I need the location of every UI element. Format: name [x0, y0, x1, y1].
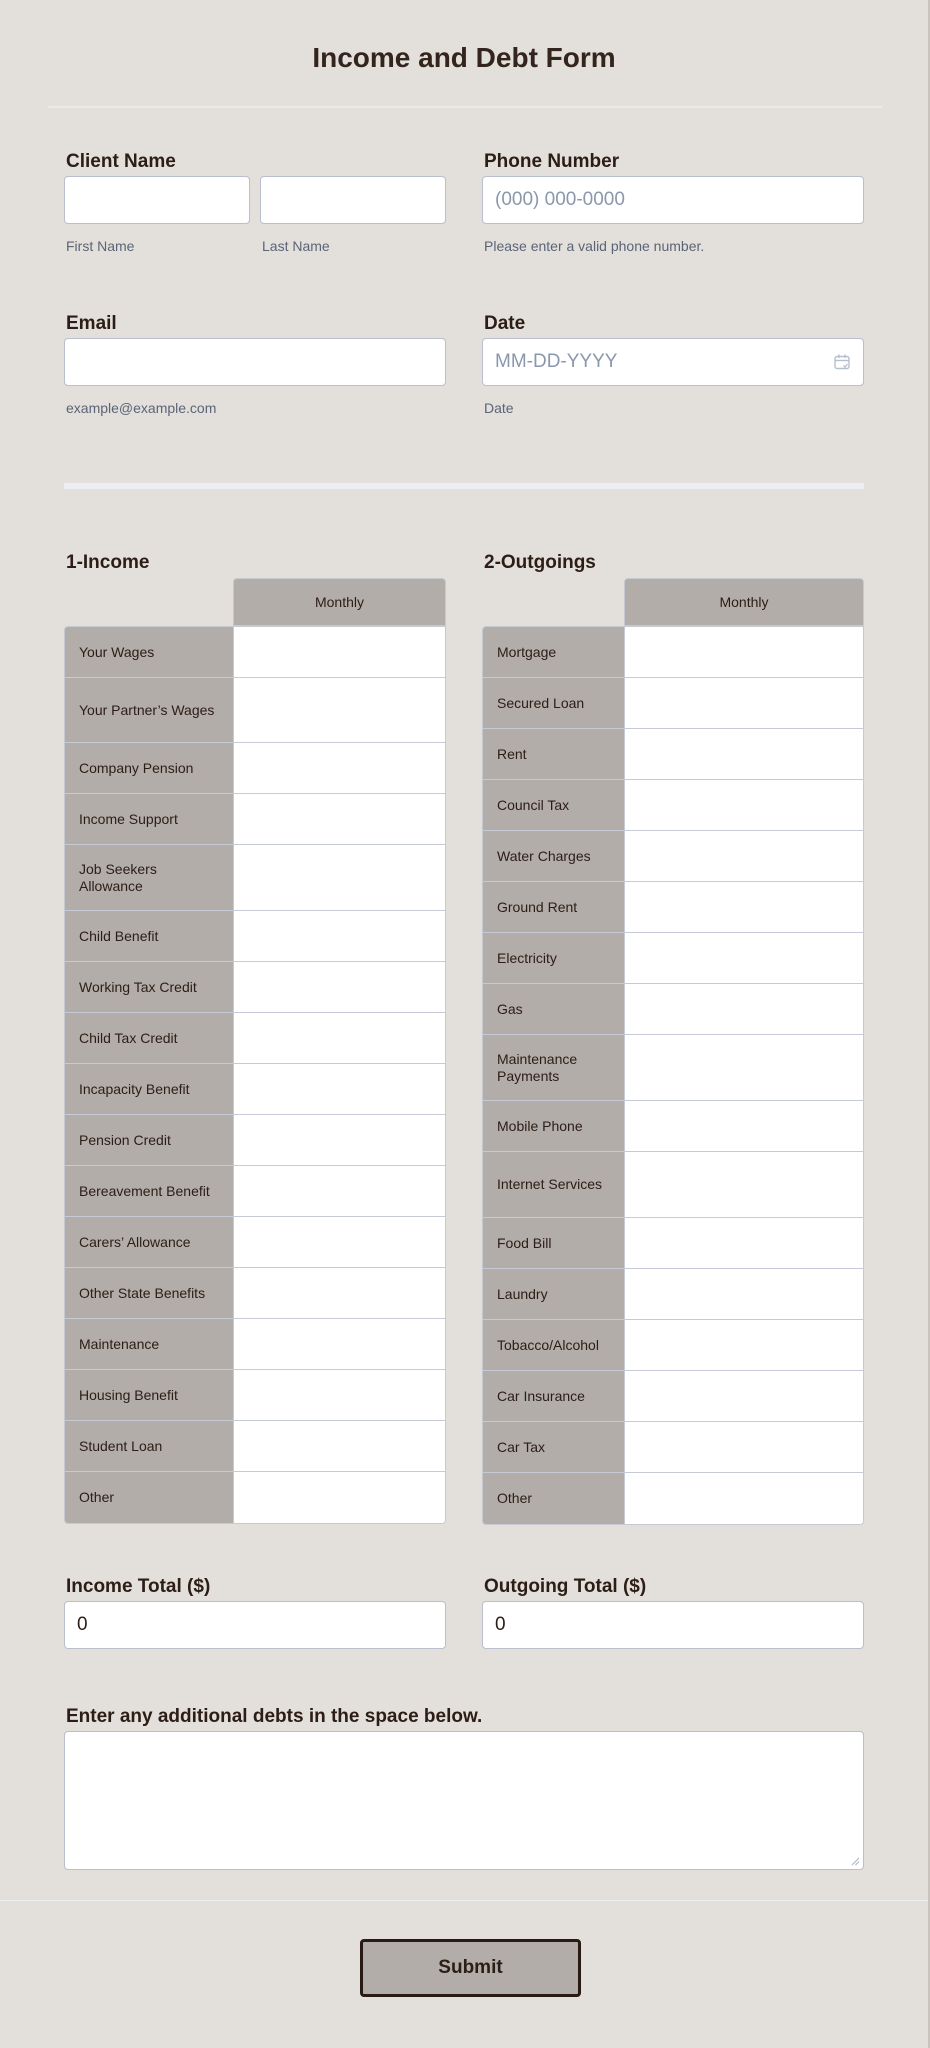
outgoings-table-row: [483, 1422, 863, 1473]
income-row-cell: [234, 1421, 445, 1471]
income-monthly-input[interactable]: [234, 1421, 445, 1471]
outgoings-row-label: Mobile Phone: [483, 1101, 625, 1151]
outgoings-row-label: Car Insurance: [483, 1371, 625, 1421]
income-row-cell: [234, 1217, 445, 1267]
additional-debts-textarea[interactable]: [64, 1731, 864, 1870]
outgoings-monthly-input[interactable]: [625, 831, 863, 881]
outgoings-row-cell: [625, 1101, 863, 1151]
outgoings-table-row: [483, 1101, 863, 1152]
outgoings-table-row: [483, 627, 863, 678]
outgoings-monthly-input[interactable]: [625, 678, 863, 728]
outgoings-monthly-input[interactable]: [625, 984, 863, 1034]
email-input[interactable]: [64, 338, 446, 386]
income-row-cell: [234, 1115, 445, 1165]
income-row-cell: [234, 1268, 445, 1318]
income-table-row: [65, 1319, 445, 1370]
income-row-label: Bereavement Benefit: [65, 1166, 234, 1216]
income-table-row: [65, 1013, 445, 1064]
income-row-cell: [234, 678, 445, 742]
outgoings-table-row: [483, 678, 863, 729]
outgoings-section-label: 2-Outgoings: [484, 552, 596, 573]
income-table-row: [65, 1115, 445, 1166]
footer-divider: [0, 1900, 928, 1901]
submit-button[interactable]: Submit: [360, 1939, 581, 1997]
income-table-row: [65, 845, 445, 911]
outgoings-monthly-input[interactable]: [625, 780, 863, 830]
email-label: Email: [66, 313, 117, 334]
outgoings-row-cell: [625, 933, 863, 983]
income-monthly-input[interactable]: [234, 1370, 445, 1420]
outgoings-monthly-input[interactable]: [625, 933, 863, 983]
outgoings-row-cell: [625, 1422, 863, 1472]
outgoings-table-row: [483, 933, 863, 984]
income-row-cell: [234, 962, 445, 1012]
income-row-cell: [234, 911, 445, 961]
income-monthly-input[interactable]: [234, 911, 445, 961]
income-monthly-input[interactable]: [234, 1013, 445, 1063]
outgoings-rows: [482, 626, 864, 1525]
first-name-sublabel: First Name: [66, 238, 135, 254]
outgoings-row-label: Food Bill: [483, 1218, 625, 1268]
outgoings-monthly-input[interactable]: [625, 729, 863, 779]
date-input[interactable]: [482, 338, 864, 386]
income-row-cell: [234, 794, 445, 844]
client-name-label: Client Name: [66, 151, 176, 172]
outgoings-table-row: [483, 831, 863, 882]
outgoing-total-input[interactable]: [482, 1601, 864, 1649]
outgoings-table-row: [483, 984, 863, 1035]
income-row-label: Maintenance: [65, 1319, 234, 1369]
phone-sublabel: Please enter a valid phone number.: [484, 238, 705, 254]
outgoings-row-label: Internet Services: [483, 1152, 625, 1217]
outgoings-row-cell: [625, 627, 863, 677]
income-total-input[interactable]: [64, 1601, 446, 1649]
outgoings-row-cell: [625, 678, 863, 728]
income-table-row: [65, 1064, 445, 1115]
income-row-label: Incapacity Benefit: [65, 1064, 234, 1114]
income-row-label: Working Tax Credit: [65, 962, 234, 1012]
income-row-label: Student Loan: [65, 1421, 234, 1471]
outgoings-row-label: Secured Loan: [483, 678, 625, 728]
outgoings-row-cell: [625, 984, 863, 1034]
phone-label: Phone Number: [484, 151, 620, 172]
income-table-row: [65, 1472, 445, 1523]
outgoings-monthly-input[interactable]: [625, 1422, 863, 1472]
outgoings-row-label: Water Charges: [483, 831, 625, 881]
outgoings-column-header: Monthly: [624, 578, 864, 626]
income-row-cell: [234, 1319, 445, 1369]
title-divider: [48, 106, 882, 108]
income-row-cell: [234, 1013, 445, 1063]
income-table-row: [65, 962, 445, 1013]
income-row-cell: [234, 1166, 445, 1216]
income-table-row: [65, 743, 445, 794]
outgoings-row-label: Rent: [483, 729, 625, 779]
income-row-label: Other: [65, 1472, 234, 1523]
last-name-input[interactable]: [260, 176, 446, 224]
income-monthly-input[interactable]: [234, 1319, 445, 1369]
income-table-row: [65, 911, 445, 962]
outgoings-row-label: Maintenance Payments: [483, 1035, 625, 1100]
outgoings-monthly-input[interactable]: [625, 1218, 863, 1268]
outgoings-table-row: [483, 1035, 863, 1101]
date-sublabel: Date: [484, 400, 514, 416]
outgoings-row-cell: [625, 1152, 863, 1217]
outgoings-table-row: [483, 1473, 863, 1524]
outgoings-table-row: [483, 1320, 863, 1371]
income-row-label: Your Wages: [65, 627, 234, 677]
outgoings-table-row: [483, 729, 863, 780]
income-table-row: [65, 1421, 445, 1472]
income-row-label: Housing Benefit: [65, 1370, 234, 1420]
calendar-icon[interactable]: [833, 353, 851, 371]
income-table-row: [65, 627, 445, 678]
income-monthly-input[interactable]: [234, 845, 445, 910]
income-total-label: Income Total ($): [66, 1576, 211, 1597]
income-row-cell: [234, 627, 445, 677]
outgoings-monthly-input[interactable]: [625, 1101, 863, 1151]
outgoings-table-row: [483, 1152, 863, 1218]
outgoings-row-label: Laundry: [483, 1269, 625, 1319]
section-divider: [64, 483, 864, 489]
outgoings-row-label: Gas: [483, 984, 625, 1034]
income-table-row: [65, 1217, 445, 1268]
outgoings-row-label: Other: [483, 1473, 625, 1524]
income-row-cell: [234, 1064, 445, 1114]
income-monthly-input[interactable]: [234, 1217, 445, 1267]
outgoings-row-cell: [625, 831, 863, 881]
income-rows: [64, 626, 446, 1524]
income-row-cell: [234, 1370, 445, 1420]
income-monthly-input[interactable]: [234, 1115, 445, 1165]
date-label: Date: [484, 313, 526, 334]
last-name-sublabel: Last Name: [262, 238, 330, 254]
income-row-label: Child Benefit: [65, 911, 234, 961]
income-monthly-input[interactable]: [234, 1166, 445, 1216]
income-monthly-input[interactable]: [234, 1472, 445, 1523]
outgoings-monthly-input[interactable]: [625, 1269, 863, 1319]
outgoings-row-cell: [625, 1269, 863, 1319]
outgoings-row-cell: [625, 1473, 863, 1524]
outgoings-row-cell: [625, 882, 863, 932]
outgoings-monthly-input[interactable]: [625, 1035, 863, 1100]
outgoings-row-label: Car Tax: [483, 1422, 625, 1472]
outgoings-row-label: Tobacco/Alcohol: [483, 1320, 625, 1370]
income-row-label: Income Support: [65, 794, 234, 844]
outgoings-monthly-input[interactable]: [625, 1152, 863, 1217]
income-table-row: [65, 1166, 445, 1217]
income-row-label: Other State Benefits: [65, 1268, 234, 1318]
income-row-cell: [234, 743, 445, 793]
outgoings-row-cell: [625, 1035, 863, 1100]
additional-debts-label: Enter any additional debts in the space below.: [66, 1706, 483, 1727]
income-monthly-input[interactable]: [234, 794, 445, 844]
income-row-label: Pension Credit: [65, 1115, 234, 1165]
outgoings-row-label: Electricity: [483, 933, 625, 983]
outgoings-row-cell: [625, 729, 863, 779]
outgoings-table-row: [483, 1269, 863, 1320]
income-monthly-input[interactable]: [234, 1064, 445, 1114]
outgoings-monthly-input[interactable]: [625, 1320, 863, 1370]
income-row-label: Your Partner’s Wages: [65, 678, 234, 742]
outgoings-monthly-input[interactable]: [625, 882, 863, 932]
email-sublabel: example@example.com: [66, 400, 217, 416]
income-table-row: [65, 1268, 445, 1319]
outgoings-table-row: [483, 780, 863, 831]
outgoings-row-cell: [625, 1320, 863, 1370]
outgoings-row-cell: [625, 1371, 863, 1421]
outgoing-total-label: Outgoing Total ($): [484, 1576, 647, 1597]
income-row-label: Carers’ Allowance: [65, 1217, 234, 1267]
income-monthly-input[interactable]: [234, 962, 445, 1012]
income-row-label: Company Pension: [65, 743, 234, 793]
outgoings-table-row: [483, 1371, 863, 1422]
income-row-cell: [234, 845, 445, 910]
income-section-label: 1-Income: [66, 552, 150, 573]
outgoings-monthly-input[interactable]: [625, 1473, 863, 1524]
outgoings-table-row: [483, 882, 863, 933]
phone-input[interactable]: [482, 176, 864, 224]
income-row-cell: [234, 1472, 445, 1523]
outgoings-monthly-input[interactable]: [625, 627, 863, 677]
outgoings-row-label: Mortgage: [483, 627, 625, 677]
outgoings-row-cell: [625, 1218, 863, 1268]
income-row-label: Job Seekers Allowance: [65, 845, 234, 910]
income-monthly-input[interactable]: [234, 678, 445, 742]
income-column-header: Monthly: [233, 578, 446, 626]
outgoings-row-cell: [625, 780, 863, 830]
income-row-label: Child Tax Credit: [65, 1013, 234, 1063]
form-title: Income and Debt Form: [312, 42, 616, 73]
outgoings-monthly-input[interactable]: [625, 1371, 863, 1421]
income-monthly-input[interactable]: [234, 627, 445, 677]
outgoings-row-label: Council Tax: [483, 780, 625, 830]
outgoings-table-row: [483, 1218, 863, 1269]
income-monthly-input[interactable]: [234, 743, 445, 793]
income-table-row: [65, 1370, 445, 1421]
income-table-row: [65, 678, 445, 743]
resize-grip-icon[interactable]: [850, 1856, 860, 1866]
outgoings-row-label: Ground Rent: [483, 882, 625, 932]
income-monthly-input[interactable]: [234, 1268, 445, 1318]
income-table-row: [65, 794, 445, 845]
first-name-input[interactable]: [64, 176, 250, 224]
